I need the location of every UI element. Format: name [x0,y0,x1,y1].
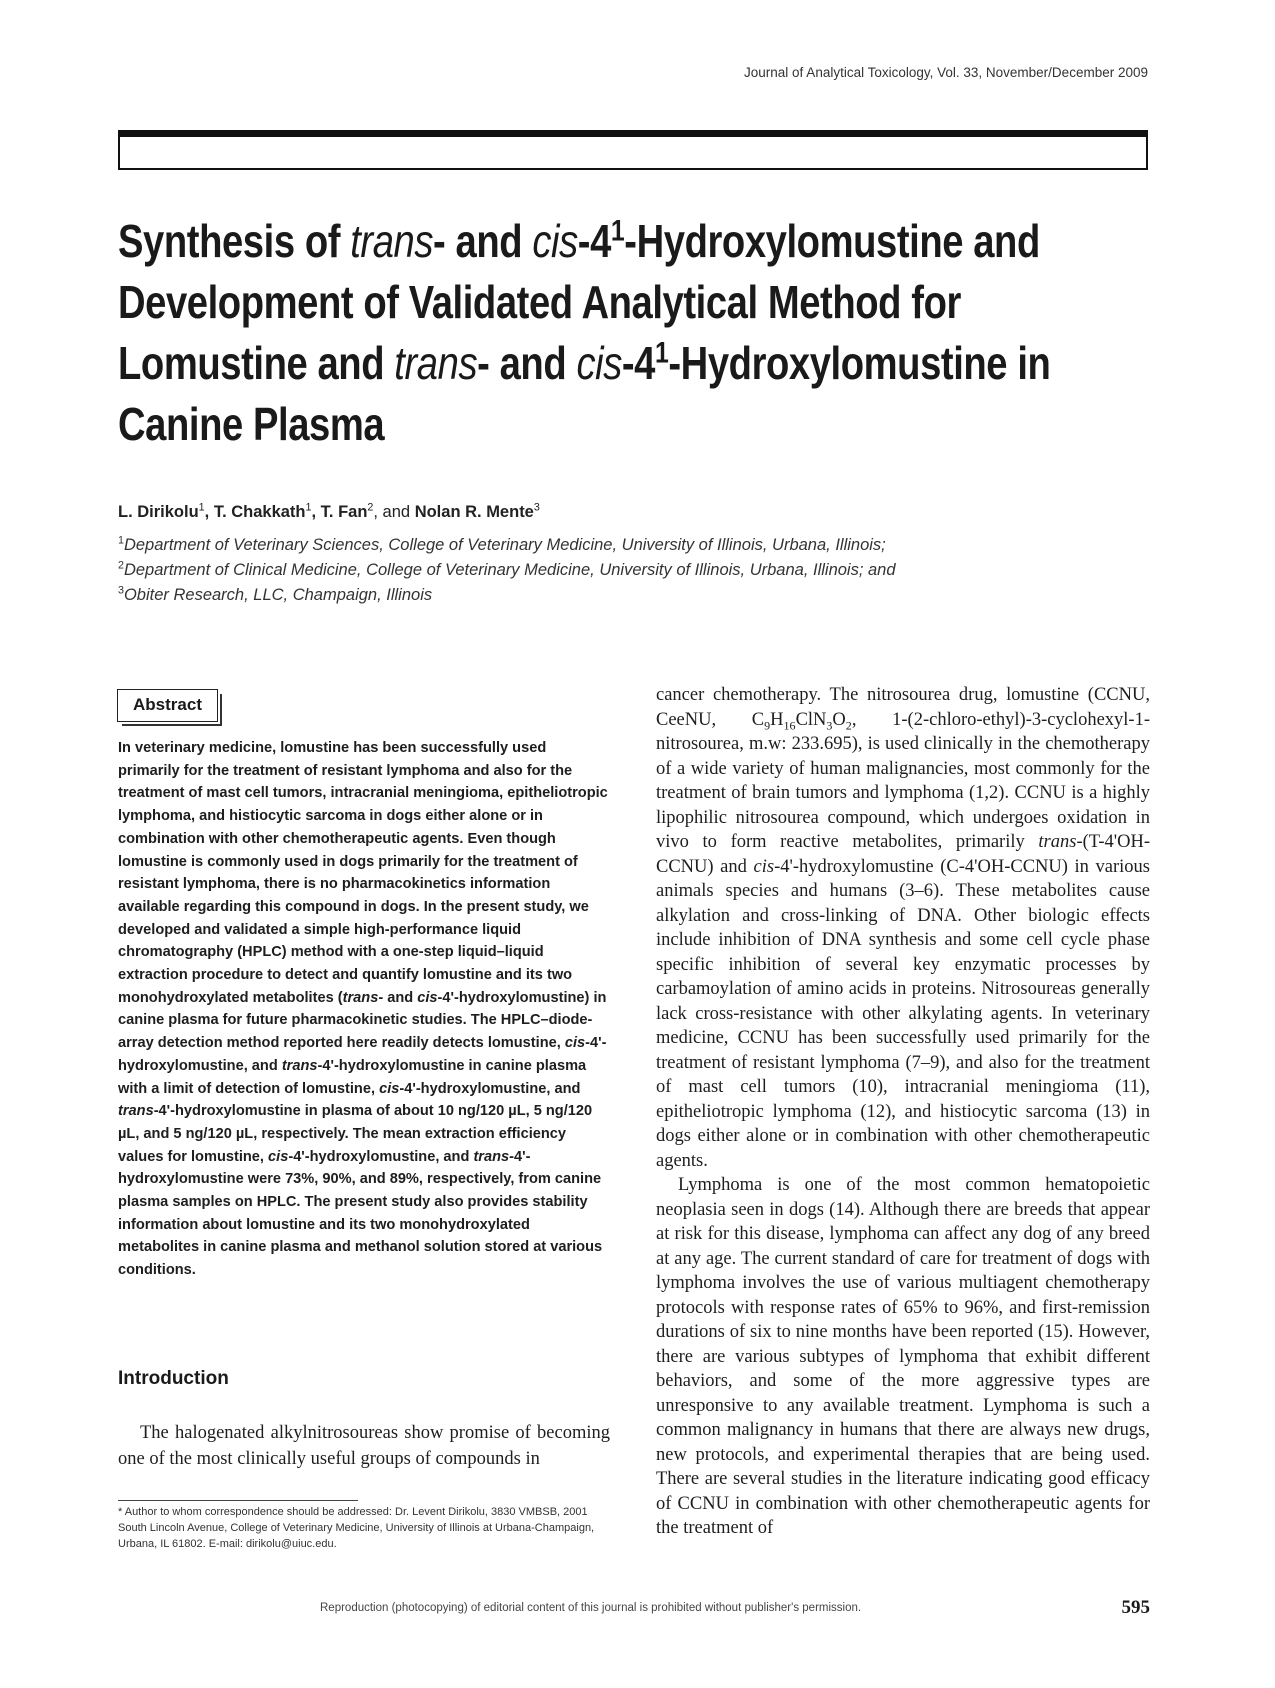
abstract-span: -4'-hydroxylomustine, and [288,1148,474,1165]
affiliation [118,533,1158,558]
author-name: T. Chakkath [213,503,306,521]
affiliation-text: Obiter Research, LLC, Champaign, Illinois [123,586,433,604]
title-text: -Hydroxylomustine in [668,337,1051,389]
title-text: - and [477,337,577,389]
body-span: O [832,709,846,730]
title-rule-box [118,130,1148,170]
title-prime: 1 [610,214,625,248]
title-italic: trans [394,337,478,389]
body-italic: trans [1038,832,1077,852]
title-line-4: Canine Plasma [118,398,385,450]
affiliation [118,558,1158,583]
title-text: -4 [577,215,611,267]
abstract-label: Abstract [117,689,218,722]
abstract-span: -4'-hydroxylomustine, and [118,1035,607,1074]
abstract-span: -4'-hydroxylomustine in canine plasma with a limit of detection of lomustine, [118,1057,587,1097]
body-span: -4'-hydroxylomustine (C-4'OH-CCNU) in various animals species and humans (3–6). These metabolites cause alkylation and cross-linking of DNA. Other biologic effects include inhibition of DNA synthesis and some cell cycle phase specific inhibition of several key enzymatic processes by carbamoylation of amino acids in proteins. Nitrosoureas generally lack cross-resistance with other alkylating agents. In veterinary medicine, CCNU has been successfully used primarily for the treatment of resistant lymphoma (7–9), and also for the treatment of mast cell tumors (10), intracranial meningioma (11), epitheliotropic lymphoma (12), and histiocytic sarcoma (13) in dogs either alone or in combination with other chemotherapeutic agents. [656,856,1150,1171]
formula-subscript: 16 [783,718,796,733]
title-text: - and [433,215,533,267]
author-affil-mark: 1 [198,501,205,514]
abstract-italic: trans [118,1103,154,1120]
author-separator: , [311,503,321,521]
title-text: Synthesis of [118,215,351,267]
abstract-italic: cis [268,1148,289,1165]
author-name: T. Fan [320,503,368,521]
formula-subscript: 3 [826,718,833,733]
correspondence-footnote: * Author to whom correspondence should be addressed: Dr. Levent Dirikolu, 3830 VMBSB, 2001 South Lincoln Avenue, College of Veterinary Medicine, University of Illinois at Urbana-Champaign, Urbana, IL 61802. E-mail: dirikolu@uiuc.edu. [118,1506,595,1550]
affiliation-text: Department of Clinical Medicine, College of Veterinary Medicine, University of Illinois, Urbana, Illinois; and [123,561,896,579]
affiliation-mark: 1 [118,534,124,547]
body-paragraph: Lymphoma is one of the most common hematopoietic neoplasia seen in dogs (14). Although there are breeds that appear at risk for this disease, lymphoma can affect any dog of any breed at any age. The current standard of care for treatment of dogs with lymphoma involves the use of various multiagent chemotherapy protocols with response rates of 65% to 96%, and first-remission durations of six to nine months have been reported (15). However, there are various subtypes of lymphoma that exhibit different behaviors, and some of the more aggressive types are unresponsive to any available treatment. Lymphoma is such a common malignancy in humans that there are always new drugs, new protocols, and experimental therapies that are being used. There are several studies in the literature indicating good efficacy of CCNU in combination with other chemotherapeutic agents for the treatment of [656,1175,1150,1538]
abstract-italic: trans [473,1148,510,1165]
abstract-span: -4'-hydroxylomustine in plasma of about 10 ng/120 µL, 5 ng/120 µL, and 5 ng/120 µL, respectively. The mean extraction efficiency values for lomustine, [118,1103,593,1165]
body-span: H [770,709,784,730]
copyright-footer: Reproduction (photocopying) of editorial content of this journal is prohibited without publisher's permission. [320,1602,862,1614]
title-italic: cis [532,215,578,267]
affiliation-text: Department of Veterinary Sciences, College of Veterinary Medicine, University of Illinois, Urbana, Illinois; [123,536,886,554]
title-text: Lomustine and [118,337,395,389]
affiliations [118,533,1158,608]
title-italic: trans [350,215,434,267]
title-italic: cis [576,337,622,389]
body-span: -(T-4'OH-CCNU) and [656,832,1150,877]
title-text: -4 [621,337,655,389]
author-name: L. Dirikolu [118,503,199,521]
affiliation [118,583,1158,608]
page-number: 595 [1121,1597,1150,1618]
abstract-span: In veterinary medicine, lomustine has been successfully used primarily for the treatment of resistant lymphoma and also for the treatment of mast cell tumors, intracranial meningioma, epitheliotropic lymphoma, and histiocytic sarcoma in dogs either alone or in combination with other chemotherapeutic agents. Even though lomustine is commonly used in dogs primarily for the treatment of resistant lymphoma, there is no pharmacokinetics information available regarding this compound in dogs. In the present study, we developed and validated a simple high-performance liquid chromatography (HPLC) method with a one-step liquid–liquid extraction procedure to detect and quantify lomustine and its two monohydroxylated metabolites ( [118,740,608,1006]
body-span: , 1-(2-chloro-ethyl)-3-cyclohexyl-1-nitrosourea, m.w: 233.695), is used clinically in the chemotherapy of a wide variety of human malignancies, most commonly for the treatment of brain tumors and lymphoma (1,2). CCNU is a highly lipophilic nitrosourea compound, which undergoes oxidation in vivo to form reactive metabolites, primarily [656,709,1150,852]
formula-subscript: 9 [764,718,771,733]
title-line-3 [118,337,1050,389]
introduction-text: The halogenated alkylnitrosoureas show promise of becoming one of the most clinically useful groups of compounds in [118,1423,610,1469]
journal-header: Journal of Analytical Toxicology, Vol. 33, November/December 2009 [744,65,1148,80]
title-text: -Hydroxylomustine and [624,215,1040,267]
formula-subscript: 2 [845,718,852,733]
abstract-text [118,737,608,1282]
title-prime: 1 [654,336,669,370]
body-span: cancer chemotherapy. The nitrosourea drug, lomustine (CCNU, CeeNU, C [656,685,1150,730]
footnote-rule [118,1500,358,1501]
author-affil-mark: 3 [533,501,540,514]
abstract-span: -4'-hydroxylomustine were 73%, 90%, and 89%, respectively, from canine plasma samples on HPLC. The present study also provides stability information about lomustine and its two monohydroxylated metabolites in canine plasma and methanol solution stored at various conditions. [118,1148,603,1279]
author-separator: , and [373,503,415,521]
introduction-heading: Introduction [118,1368,229,1389]
article-title [118,211,1164,455]
abstract-italic: cis [417,989,438,1006]
abstract-italic: trans [281,1057,318,1074]
affiliation-mark: 3 [118,584,124,597]
author-affil-mark: 1 [305,501,312,514]
abstract-span: -4'-hydroxylomustine, and [399,1080,581,1097]
abstract-italic: trans [342,989,379,1006]
body-paragraph [656,683,1150,1173]
body-italic: cis [753,856,775,877]
author-name: Nolan R. Mente [414,503,534,521]
author-list [118,503,540,522]
author-affil-mark: 2 [367,501,374,514]
abstract-italic: cis [564,1035,586,1052]
body-span: ClN [795,709,827,730]
abstract-span: - and [378,989,418,1006]
abstract-italic: cis [379,1080,400,1097]
affiliation-mark: 2 [118,559,124,572]
title-line-2: Development of Validated Analytical Method for [118,276,961,328]
right-column-body [656,683,1150,1541]
title-line-1 [118,215,1040,267]
author-separator: , [204,503,214,521]
abstract-span: -4'-hydroxylomustine) in canine plasma for future pharmacokinetic studies. The HPLC–diode-array detection method reported here readily detects lomustine, [118,989,607,1052]
